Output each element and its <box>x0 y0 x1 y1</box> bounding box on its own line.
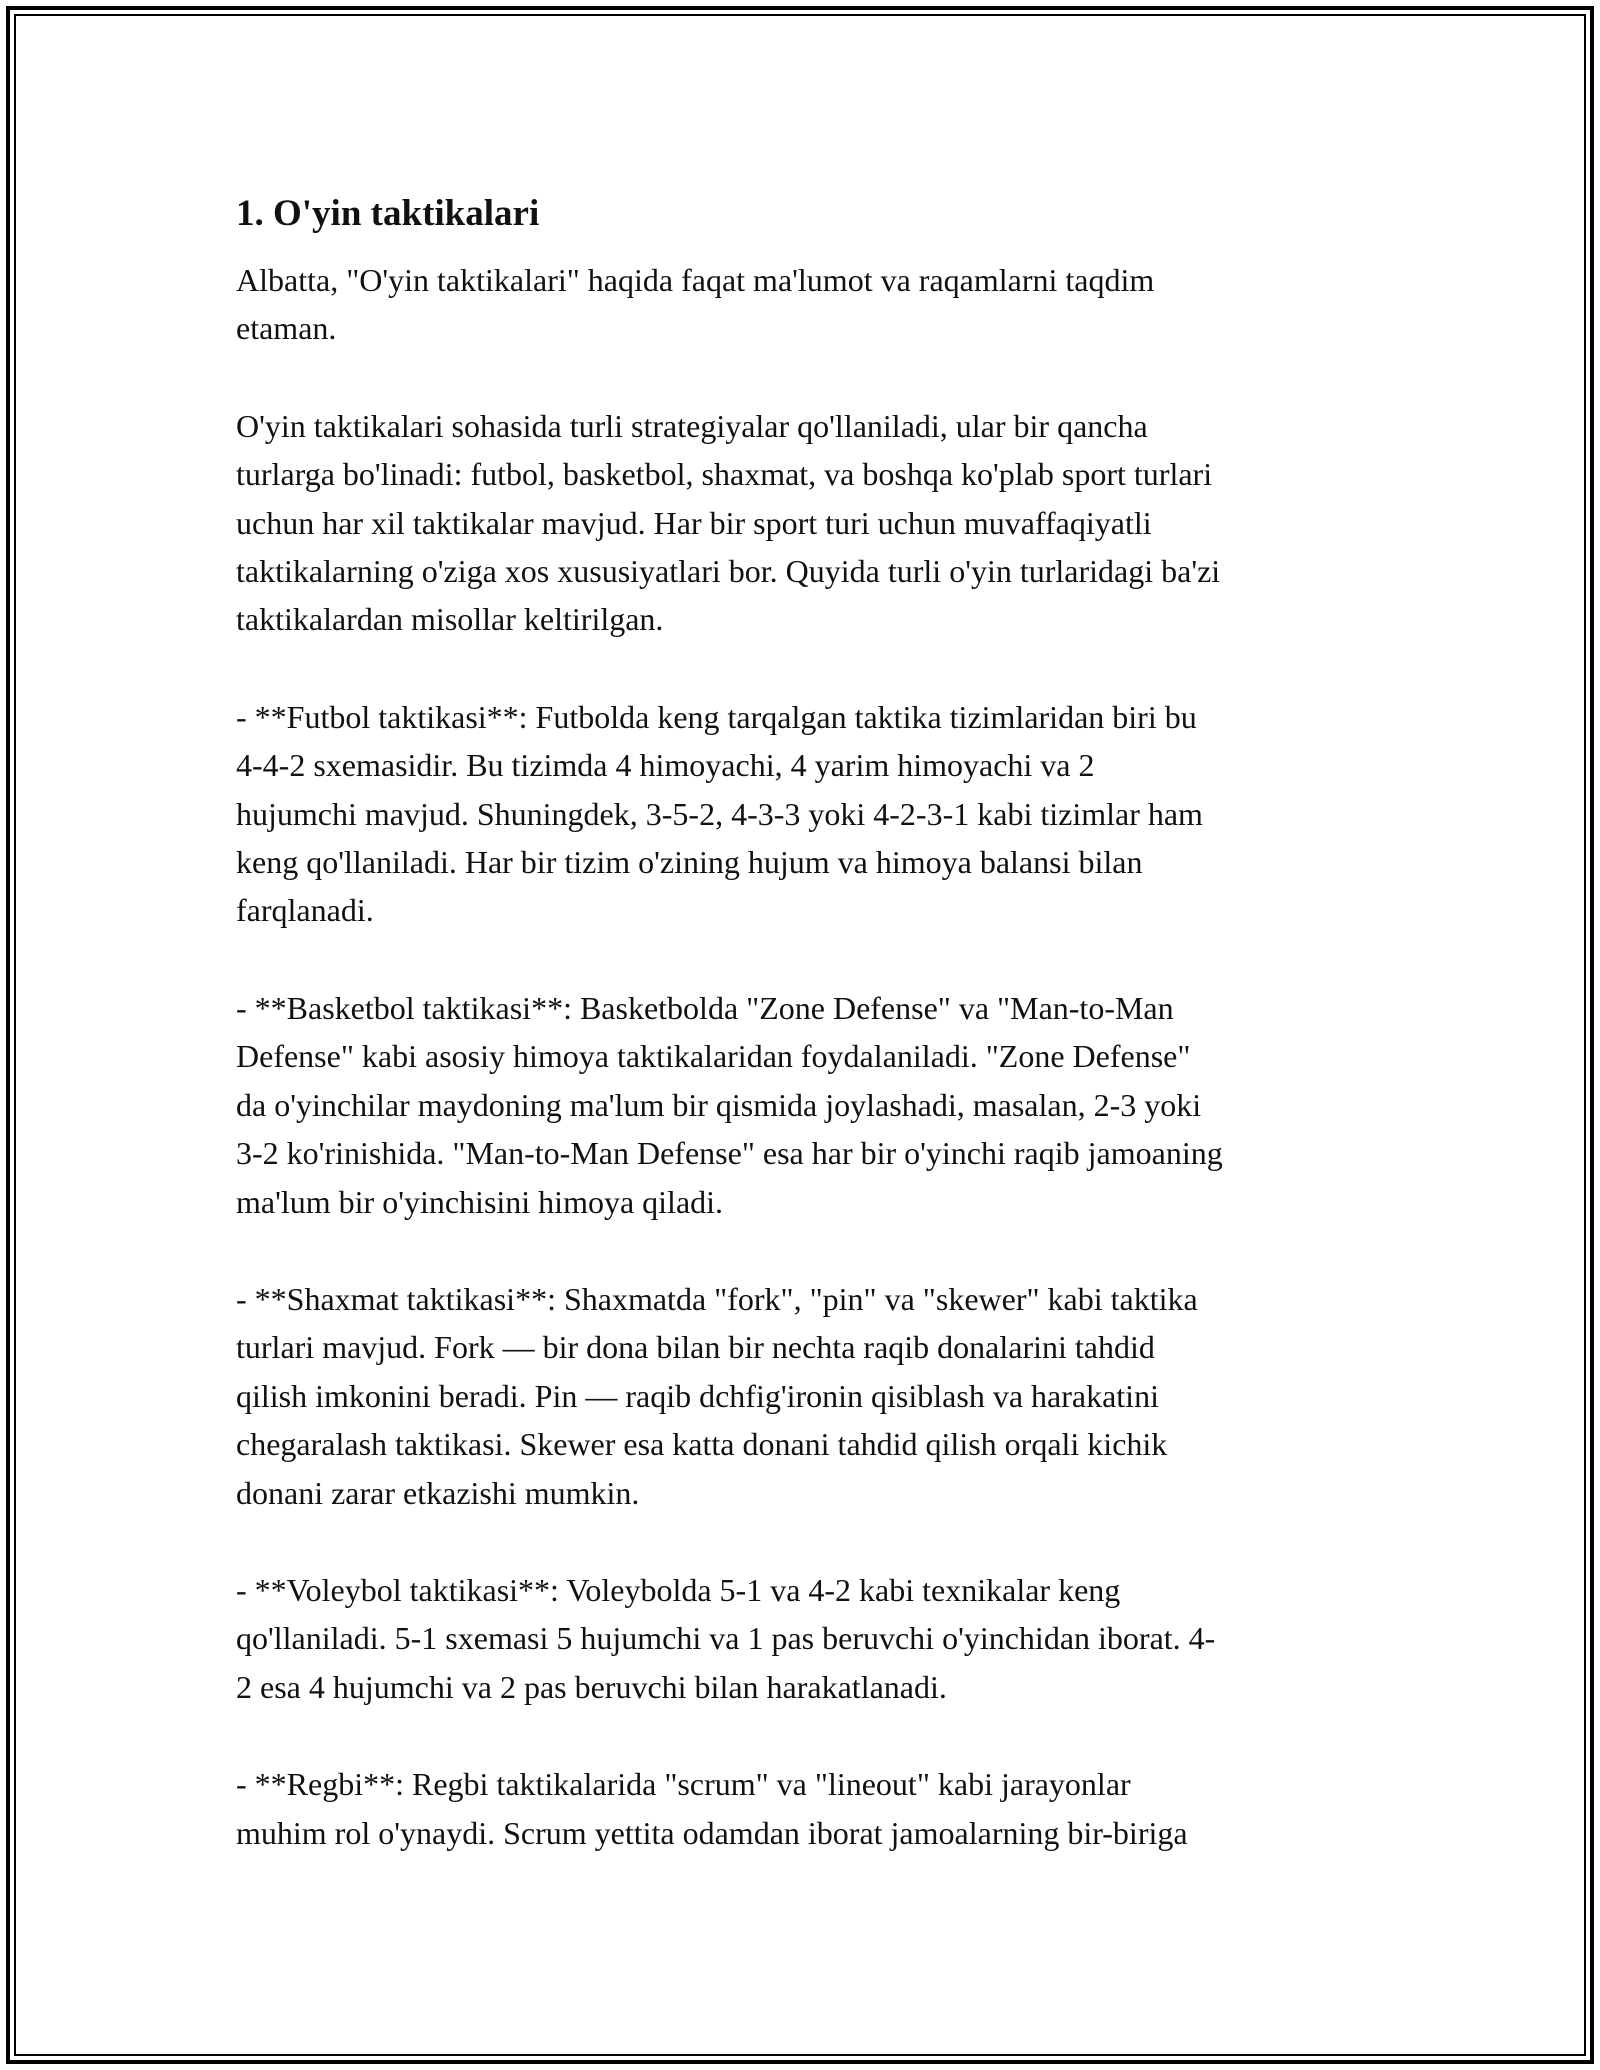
document-body <box>236 186 1376 1906</box>
rugby-tactics-paragraph: - **Regbi**: Regbi taktikalarida "scrum" va "lineout" kabi jarayonlar muhim rol o'ynaydi. Scrum yettita odamdan iborat jamoalarning bir-biriga <box>236 1766 1188 1851</box>
overview-paragraph: O'yin taktikalari sohasida turli strategiyalar qo'llaniladi, ular bir qancha turlarga bo'linadi: futbol, basketbol, shaxmat, va boshqa ko'plab sport turlari uchun har xil taktikalar mavjud. Har bir sport turi uchun muvaffaqiyatli taktikalarning o'ziga xos xususiyatlari bor. Quyida turli o'yin turlaridagi ba'zi taktikalardan misollar keltirilgan. <box>236 407 1221 638</box>
volleyball-tactics-paragraph: - **Voleybol taktikasi**: Voleybolda 5-1 va 4-2 kabi texnikalar keng qo'llaniladi. 5-1 sxemasi 5 hujumchi va 1 pas beruvchi o'yinchidan iborat. 4- 2 esa 4 hujumchi va 2 pas beruvchi bilan harakatlanadi. <box>236 1571 1216 1705</box>
intro-paragraph: Albatta, "O'yin taktikalari" haqida faqat ma'lumot va raqamlarni taqdim etaman. <box>236 262 1155 347</box>
basketball-tactics-paragraph: - **Basketbol taktikasi**: Basketbolda "Zone Defense" va "Man-to-Man Defense" kabi asosiy himoya taktikalaridan foydalaniladi. "Zone Defense" da o'yinchilar maydoning ma'lum bir qismida joylashadi, masalan, 2-3 yoki 3-2 ko'rinishida. "Man-to-Man Defense" esa har bir o'yinchi raqib jamoaning ma'lum bir o'yinchisini himoya qiladi. <box>236 989 1223 1220</box>
section-heading: 1. O'yin taktikalari <box>236 193 540 234</box>
football-tactics-paragraph: - **Futbol taktikasi**: Futbolda keng tarqalgan taktika tizimlaridan biri bu 4-4-2 sxemasidir. Bu tizimda 4 himoyachi, 4 yarim himoyachi va 2 hujumchi mavjud. Shuningdek, 3-5-2, 4-3-3 yoki 4-2-3-1 kabi tizimlar ham keng qo'llaniladi. Har bir tizim o'zining hujum va himoya balansi bilan farqlanadi. <box>236 698 1203 929</box>
chess-tactics-paragraph: - **Shaxmat taktikasi**: Shaxmatda "fork", "pin" va "skewer" kabi taktika turlari mavjud. Fork — bir dona bilan bir nechta raqib donalarini tahdid qilish imkonini beradi. Pin — raqib dchfig'ironin qisiblash va harakatini chegaralash taktikasi. Skewer esa katta donani tahdid qilish orqali kichik donani zarar etkazishi mumkin. <box>236 1280 1198 1511</box>
